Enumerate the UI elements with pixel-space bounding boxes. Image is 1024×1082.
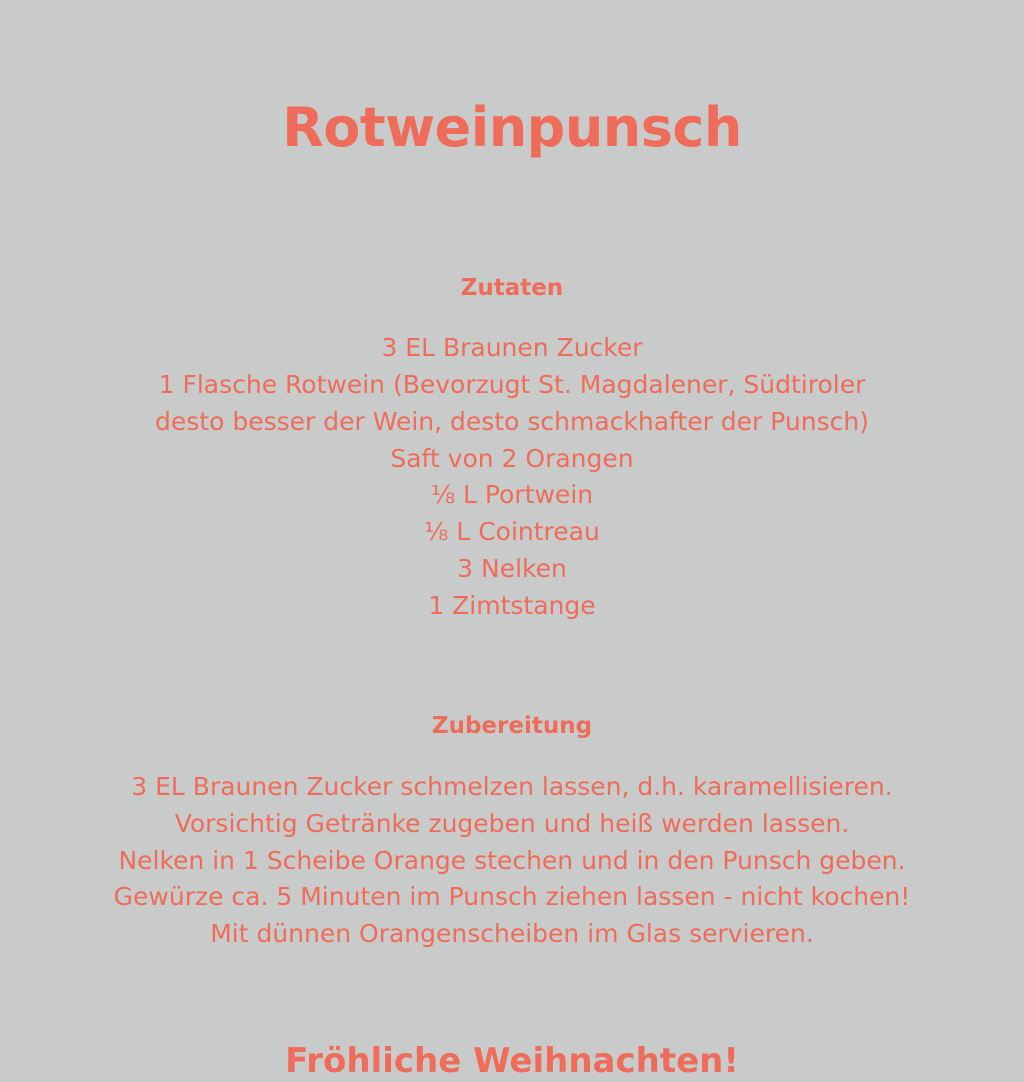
ingredients-list <box>155 330 869 624</box>
page-title: Rotweinpunsch <box>282 96 742 159</box>
ingredients-heading: Zutaten <box>460 274 564 301</box>
list-item: 3 EL Braunen Zucker <box>381 333 643 363</box>
preparation-section <box>0 694 1024 953</box>
list-item: ⅛ L Cointreau <box>424 517 600 547</box>
list-item: 1 Flasche Rotwein (Bevorzugt St. Magdalener, Südtiroler <box>158 370 866 400</box>
closing-greeting: Fröhliche Weihnachten! <box>285 1040 739 1081</box>
list-item: Vorsichtig Getränke zugeben und heiß werden lassen. <box>174 808 850 838</box>
list-item: Gewürze ca. 5 Minuten im Punsch ziehen lassen - nicht kochen! <box>113 882 911 912</box>
list-item: 3 Nelken <box>457 553 567 583</box>
list-item: desto besser der Wein, desto schmackhafter der Punsch) <box>155 406 869 436</box>
list-item: Nelken in 1 Scheibe Orange stechen und in den Punsch geben. <box>118 845 906 875</box>
list-item: Saft von 2 Orangen <box>390 443 634 473</box>
list-item: Mit dünnen Orangenscheiben im Glas servieren. <box>210 919 814 949</box>
preparation-heading: Zubereitung <box>431 713 593 740</box>
ingredients-section <box>0 256 1024 625</box>
list-item: 1 Zimtstange <box>428 590 596 620</box>
preparation-steps <box>114 769 911 953</box>
list-item: 3 EL Braunen Zucker schmelzen lassen, d.h. karamellisieren. <box>131 772 893 802</box>
list-item: ⅛ L Portwein <box>430 480 594 510</box>
